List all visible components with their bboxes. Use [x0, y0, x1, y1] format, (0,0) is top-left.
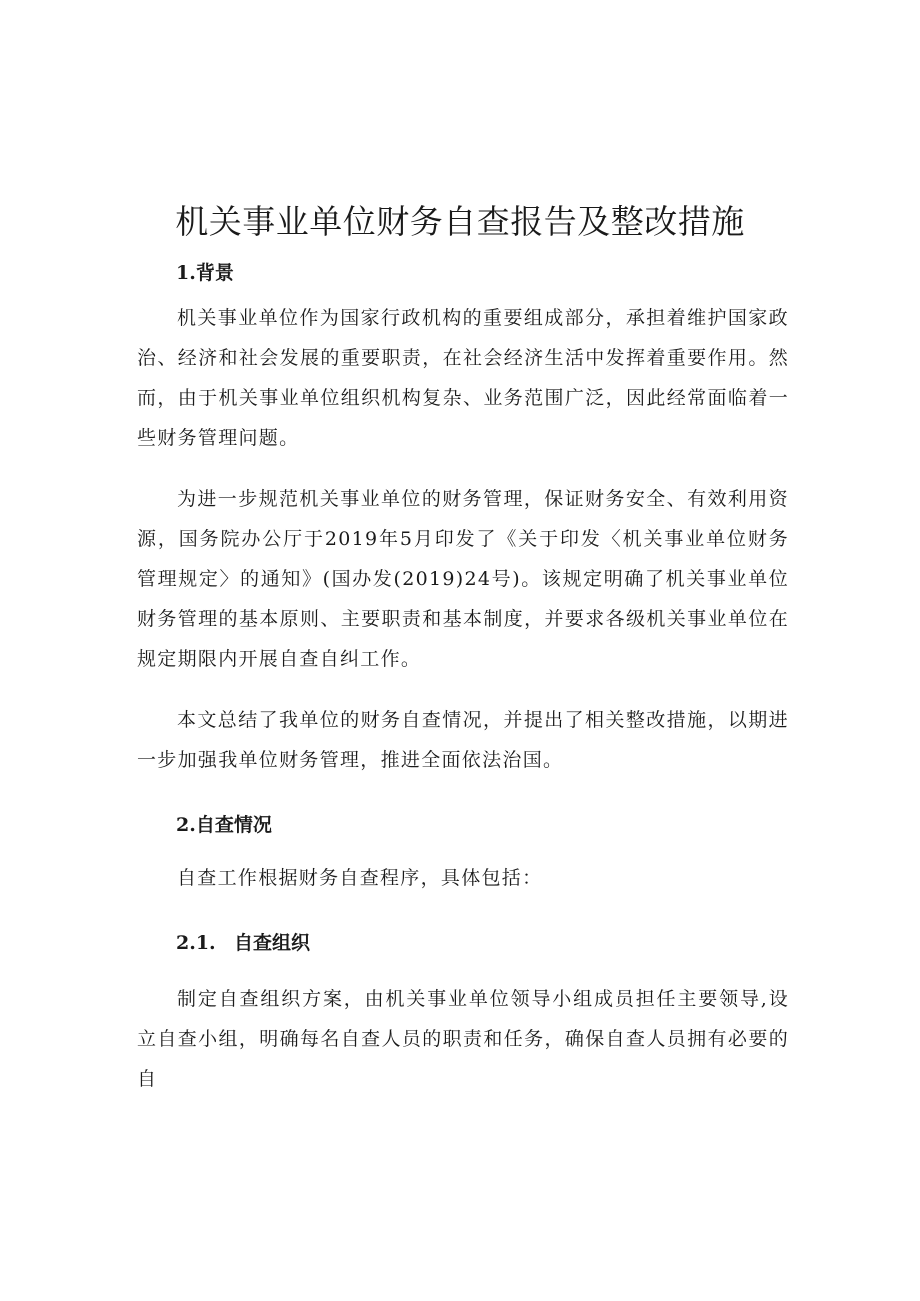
paragraph-inspection-organization: 制定自查组织方案，由机关事业单位领导小组成员担任主要领导,设立自查小组，明确每名自查人员的职责和任务，确保自查人员拥有必要的自	[137, 988, 789, 1090]
subsection-title: 自查组织	[234, 932, 311, 954]
paragraph-background-1: 机关事业单位作为国家行政机构的重要组成部分，承担着维护国家政治、经济和社会发展的重要职责，在社会经济生活中发挥着重要作用。然而，由于机关事业单位组织机构复杂、业务范围广泛，因此经常面临着一些财务管理问题。	[137, 307, 789, 449]
paragraph-background-3: 本文总结了我单位的财务自查情况，并提出了相关整改措施，以期进一步加强我单位财务管理，推进全面依法治国。	[137, 709, 789, 771]
subsection-number: 2.1.	[176, 932, 216, 954]
subsection-heading-inspection-organization	[176, 928, 310, 955]
document-title: 机关事业单位财务自查报告及整改措施	[175, 202, 745, 241]
paragraph-self-inspection-intro: 自查工作根据财务自查程序，具体包括：	[177, 867, 543, 889]
section-heading-self-inspection: 2.自查情况	[176, 814, 272, 836]
section-heading-background: 1.背景	[176, 262, 234, 284]
paragraph-background-2: 为进一步规范机关事业单位的财务管理，保证财务安全、有效利用资源，国务院办公厅于2019年5月印发了《关于印发〈机关事业单位财务管理规定〉的通知》(国办发(2019)24号)。该规定明确了机关事业单位财务管理的基本原则、主要职责和基本制度，并要求各级机关事业单位在规定期限内开展自查自纠工作。	[137, 488, 789, 670]
